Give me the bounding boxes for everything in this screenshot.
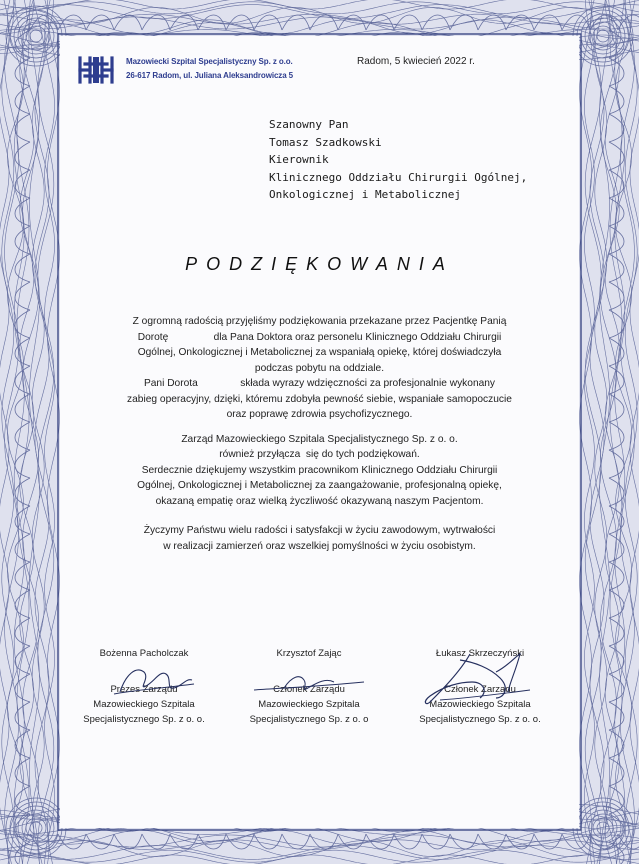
letter-text [68,314,571,554]
letter-date: Radom, 5 kwiecień 2022 r. [357,56,475,67]
body-line: Ogólnej, Onkologicznej i Metabolicznej za wspaniałą opiekę, której doświadczyła [137,347,502,358]
body-line: Zarząd Mazowieckiego Szpitala Specjalistycznego Sp. z o. o. [181,433,458,445]
signatory-org: Specjalistycznego Sp. z o. o. [83,714,205,725]
body-line: Serdecznie dziękujemy wszystkim pracownikom Klinicznego Oddziału Chirurgii [141,464,498,476]
signatory-org: Mazowieckiego Szpitala [93,699,195,710]
signatory-president [74,646,214,727]
letter-title: PODZIĘKOWANIA [185,254,454,274]
organization-address: 26-617 Radom, ul. Juliana Aleksandrowicza 5 [126,71,294,80]
signatory-org: Specjalistycznego Sp. z o. o. [419,714,541,725]
signatory-board-member-2 [400,646,560,727]
body-line: podczas pobytu na oddziale. [254,362,385,374]
signatory-org: Mazowieckiego Szpitala [258,699,360,710]
handwritten-signature-icon [74,652,214,702]
body-line: okazaną empatię oraz wielką życzliwość okazywaną naszym Pacjentom. [155,495,484,507]
handwritten-signature-icon [234,652,384,702]
signatory-role: Członek Zarządu [273,684,345,695]
recipient-title: Kierownik [269,153,329,166]
signatory-role: Członek Zarządu [444,684,516,695]
organization-header [126,55,293,83]
recipient-department-2: Onkologicznej i Metabolicznej [269,188,462,201]
recipient-salutation: Szanowny Pan [269,118,349,131]
body-line: w realizacji zamierzeń oraz wszelkiej pomyślności w życiu osobistym. [163,540,476,552]
body-line: Ogólnej, Onkologicznej i Metabolicznej za zaangażowanie, profesjonalną opiekę, [137,480,502,491]
signatory-org: Specjalistycznego Sp. z o. o [249,714,369,725]
letter-body [60,36,579,828]
signatory-name: Krzysztof Zając [276,648,342,659]
recipient-block [269,116,527,204]
body-line: Dorotę dla Pana Doktora oraz personelu Klinicznego Oddziału Chirurgii [137,331,502,343]
body-line: oraz poprawę zdrowia psychofizycznego. [226,409,413,420]
body-line: zabieg operacyjny, dzięki, któremu zdobyła pewność siebie, wspaniałe samopoczucie [127,393,512,405]
body-line: Życzymy Państwu wielu radości i satysfakcji w życiu zawodowym, wytrwałości [143,525,496,536]
signatory-name: Łukasz Skrzeczyński [435,648,525,659]
recipient-name: Tomasz Szadkowski [269,135,382,149]
body-line: Pani Dorota składa wyrazy wdzięczności za profesjonalnie wykonany [143,378,496,389]
hospital-logo-icon [76,54,116,86]
recipient-department-1: Klinicznego Oddziału Chirurgii Ogólnej, [269,170,528,184]
signatory-name: Bożenna Pacholczak [99,648,189,659]
signatory-board-member-1 [234,646,384,727]
handwritten-signature-icon [400,652,560,712]
organization-name: Mazowiecki Szpital Specjalistyczny Sp. z o.o. [126,57,293,66]
signatory-org: Mazowieckiego Szpitala [429,699,531,710]
signatory-role: Prezes Zarządu [110,684,178,695]
body-line: również przyłącza się do tych podziękowań. [219,449,420,460]
body-line: Z ogromną radością przyjęliśmy podziękowania przekazane przez Pacjentkę Panią [132,316,507,327]
